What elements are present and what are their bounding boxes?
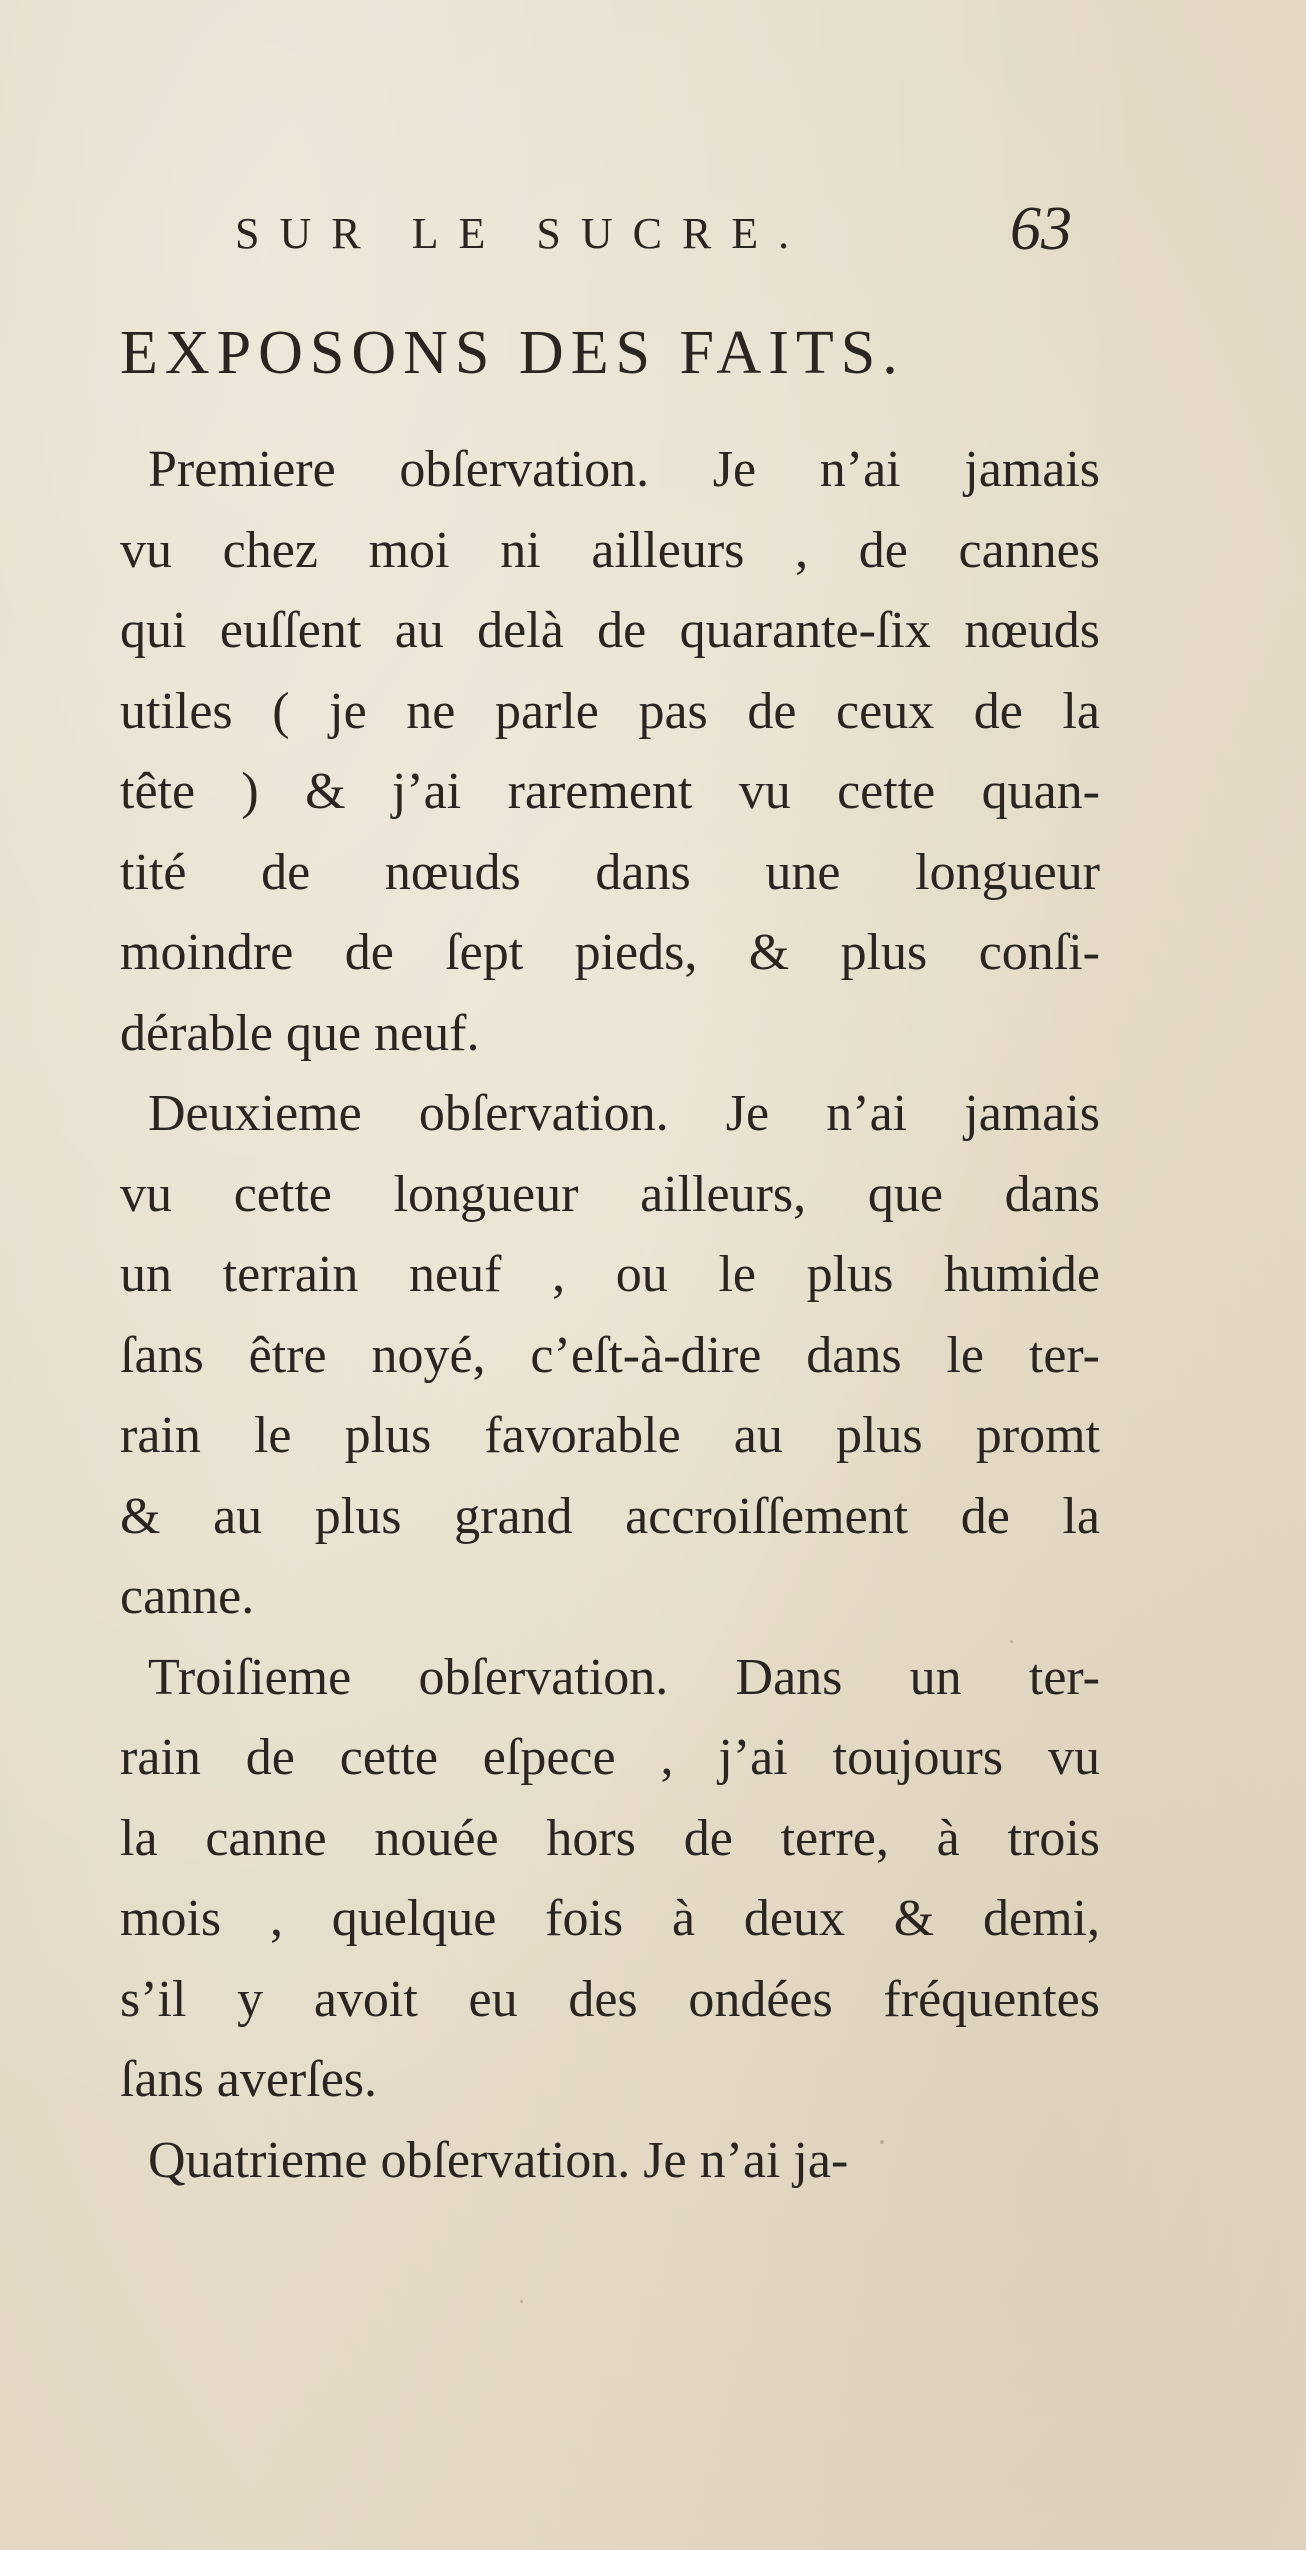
text-line: moindre de ſept pieds, & plus conſi- xyxy=(120,924,1100,981)
text-line: tité de nœuds dans une longueur xyxy=(120,843,1100,901)
page-header xyxy=(235,195,1135,280)
paper-speck xyxy=(520,2300,523,2303)
text-line: dérable que neuf. xyxy=(120,1004,480,1062)
text-line: Quatrieme obſervation. Je n’ai ja- xyxy=(148,2131,849,2189)
text-line: Troiſieme obſervation. Dans un ter- xyxy=(148,1648,1100,1706)
text-line: utiles ( je ne parle pas de ceux de la xyxy=(120,682,1100,740)
paper-speck xyxy=(880,2140,884,2144)
text-line: rain de cette eſpece , j’ai toujours vu xyxy=(120,1729,1100,1786)
text-line: vu cette longueur ailleurs, que dans xyxy=(120,1165,1100,1223)
text-line: canne. xyxy=(120,1568,255,1625)
text-line: qui euſſent au delà de quarante-ſix nœuds xyxy=(120,602,1100,659)
body-text xyxy=(120,430,1100,2201)
text-line: tête ) & j’ai rarement vu cette quan- xyxy=(120,763,1100,820)
text-line: & au plus grand accroiſſement de la xyxy=(120,1487,1100,1545)
text-line: mois , quelque fois à deux & demi, xyxy=(120,1890,1100,1947)
text-line: rain le plus favorable au plus promt xyxy=(120,1407,1100,1464)
section-title: EXPOSONS DES FAITS. xyxy=(120,319,905,387)
text-line: ſans être noyé, c’eſt-à-dire dans le ter- xyxy=(120,1326,1100,1384)
text-line: s’il y avoit eu des ondées fréquentes xyxy=(120,1970,1100,2028)
text-line: Premiere obſervation. Je n’ai jamais xyxy=(148,441,1100,498)
text-line: Deuxieme obſervation. Je n’ai jamais xyxy=(148,1085,1100,1142)
running-head: SUR LE SUCRE. xyxy=(235,209,810,258)
text-line: ſans averſes. xyxy=(120,2051,378,2108)
paper-speck xyxy=(1010,1640,1013,1643)
page-number: 63 xyxy=(1010,195,1072,263)
text-line: la canne nouée hors de terre, à trois xyxy=(120,1809,1100,1867)
text-line: un terrain neuf , ou le plus humide xyxy=(120,1246,1100,1303)
text-line: vu chez moi ni ailleurs , de cannes xyxy=(120,521,1100,579)
